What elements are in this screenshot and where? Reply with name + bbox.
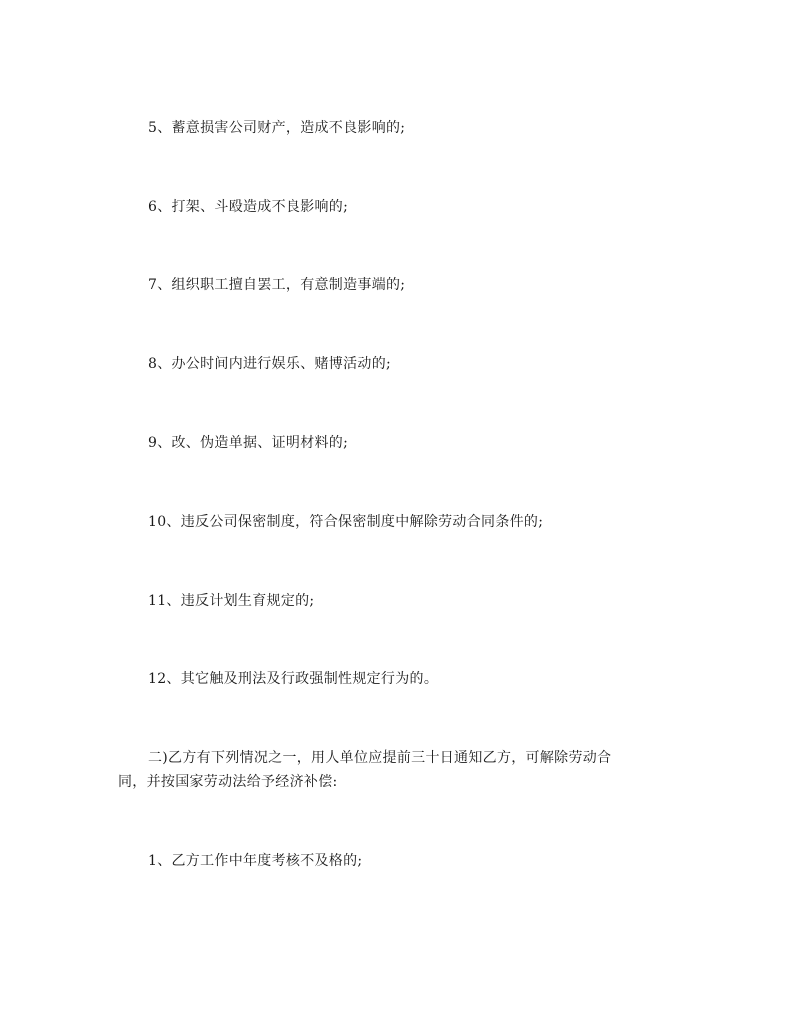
list-item-7: 7、组织职工擅自罢工，有意制造事端的; <box>148 277 406 293</box>
list-item-8: 8、办公时间内进行娱乐、赌博活动的; <box>148 356 392 372</box>
list-item-12: 12、其它触及刑法及行政强制性规定行为的。 <box>148 671 439 687</box>
list-item-5: 5、蓄意损害公司财产，造成不良影响的; <box>148 120 406 136</box>
list-item-9: 9、改、伪造单据、证明材料的; <box>148 435 349 451</box>
section-heading-line2: 同，并按国家劳动法给予经济补偿: <box>118 774 338 790</box>
list-item-11: 11、违反计划生育规定的; <box>148 593 315 609</box>
list-item-6: 6、打架、斗殴造成不良影响的; <box>148 199 349 215</box>
list-item-10: 10、违反公司保密制度，符合保密制度中解除劳动合同条件的; <box>148 514 544 530</box>
sub-list-item-1: 1、乙方工作中年度考核不及格的; <box>148 853 363 869</box>
section-heading-line1: 二)乙方有下列情况之一，用人单位应提前三十日通知乙方，可解除劳动合 <box>148 750 612 766</box>
